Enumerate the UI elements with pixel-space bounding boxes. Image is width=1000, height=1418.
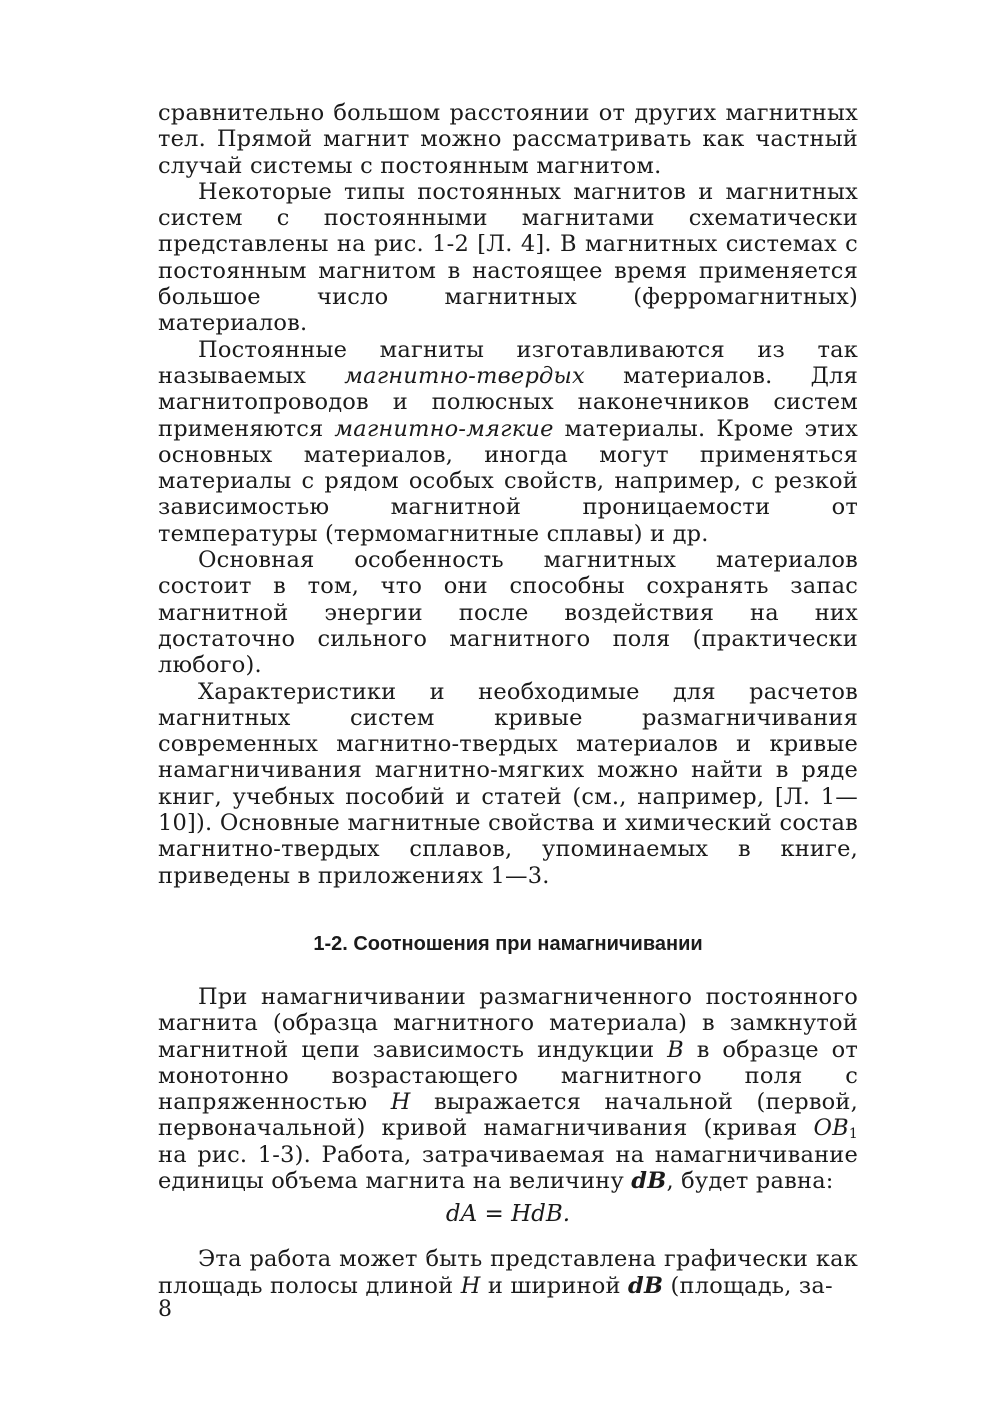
paragraph-2: Некоторые типы постоянных магнитов и магнитных систем с постоянными магнитами схематически представлены на рис. 1-2 [Л. 4]. В магнитных системах с постоянным магнитом в настоящее время применяется большое число магнитных (ферромагнитных) материалов.	[158, 178, 858, 337]
text-run: (площадь, за-	[663, 1272, 833, 1299]
page-number: 8	[158, 1297, 172, 1322]
italic-term-hard-magnetic: магнитно-твердых	[344, 362, 585, 389]
text-run: Эта работа может быть представлена графически как площадь полосы длиной	[158, 1246, 858, 1299]
text-run: на рис. 1-3). Работа, затрачиваемая на намагничивание единицы объема магнита на величину	[158, 1141, 858, 1194]
paragraph-1: сравнительно большом расстоянии от других магнитных тел. Прямой магнит можно рассматривать как частный случай системы с постоянным магнитом.	[158, 100, 858, 179]
paragraph-4: Основная особенность магнитных материалов состоит в том, что они способны сохранять запас магнитной энергии после воздействия на них достаточно сильного магнитного поля (практически любого).	[158, 547, 858, 679]
text-run: в образце от монотонно возрастающего магнитного поля с напряженностью	[158, 1036, 858, 1116]
symbol-db: dB	[628, 1272, 664, 1299]
text-run: Постоянные магниты изготавливаются из так называемых	[158, 336, 858, 389]
symbol-h: H	[460, 1272, 481, 1299]
section-heading: 1-2. Соотношения при намагничивании	[313, 932, 703, 955]
page-body	[158, 100, 858, 1299]
symbol-ob: OB	[813, 1115, 849, 1142]
symbol-db: dB	[631, 1167, 667, 1194]
paragraph-3	[158, 337, 858, 547]
text-run: , будет равна:	[666, 1167, 834, 1194]
paragraph-7	[158, 1246, 858, 1299]
text-run: При намагничивании размагниченного постоянного магнита (образца магнитного материала) в замкнутой магнитной цепи зависимость индукции	[158, 983, 858, 1063]
text-run: материалов. Для магнитопроводов и полюсных наконечников систем применяются	[158, 362, 858, 442]
symbol-b: B	[667, 1036, 684, 1063]
paragraph-5: Характеристики и необходимые для расчетов магнитных систем кривые размагничивания современных магнитно-твердых материалов и кривые намагничивания магнитно-мягких можно найти в ряде книг, учебных пособий и статей (см., например, [Л. 1—10]). Основные магнитные свойства и химический состав магнитно-твердых сплавов, упоминаемых в книге, приведены в приложениях 1—3.	[158, 678, 858, 889]
formula-da-hdb: dA = HdB.	[445, 1201, 571, 1228]
paragraph-6	[158, 984, 858, 1194]
italic-term-soft-magnetic: магнитно-мягкие	[334, 415, 554, 442]
text-run: и шириной	[480, 1272, 629, 1299]
text-run: материалы. Кроме этих основных материалов, иногда могут применяться материалы с рядом особых свойств, например, с резкой зависимостью магнитной проницаемости от температуры (термомагнитные сплавы) и др.	[158, 415, 858, 547]
text-run: выражается начальной (первой, первоначальной) кривой намагничивания (кривая	[158, 1089, 858, 1142]
symbol-h: H	[390, 1089, 411, 1116]
subscript-1: 1	[848, 1126, 858, 1143]
